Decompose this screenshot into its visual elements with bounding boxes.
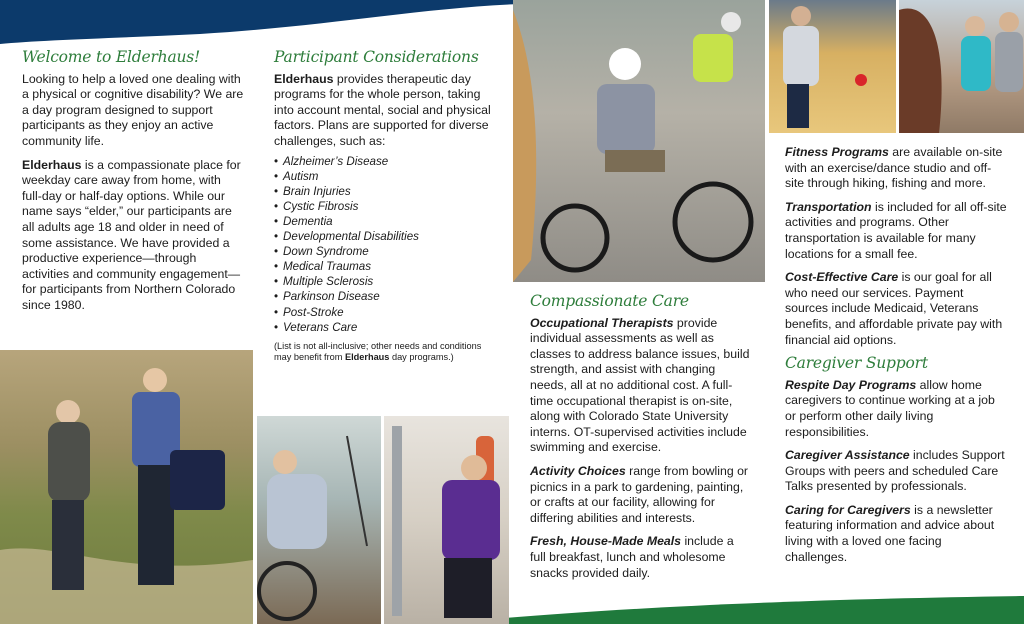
ot-text: provide individual assessments as well as classes to address balance issues, build strength, and assist with changing needs, all at no additional cost. A full-time occupational therapist is on-site, along with Colorado State University interns. OT-supervised activities include swimming and exercise. [530, 315, 750, 455]
caring-text: is a newsletter featuring information and advice about living with a loved one facing challenges. [785, 502, 995, 564]
top-navy-band [0, 0, 520, 44]
bottom-green-band [440, 596, 1024, 624]
horse-illustration [899, 0, 1024, 133]
ot-paragraph [530, 316, 752, 456]
transportation-paragraph [785, 200, 1007, 262]
transportation-text: is included for all off-site activities and programs. Other transportation is available for many locations for a small fee. [785, 199, 1007, 261]
compassionate-heading: Compassionate Care [530, 292, 689, 310]
list-item: • Parkinson Disease [274, 289, 494, 304]
list-item: • Down Syndrome [274, 244, 494, 259]
considerations-intro-text: provides therapeutic day programs for the whole person, taking into account mental, social and physical factors. Plans are supported for diverse challenges, such as: [274, 71, 491, 148]
exercise-illustration [384, 416, 509, 624]
caregiver-heading: Caregiver Support [785, 354, 928, 373]
list-item: • Autism [274, 169, 494, 184]
considerations-intro [274, 72, 494, 150]
considerations-heading: Participant Considerations [274, 48, 479, 66]
respite-text: allow home caregivers to continue working at a job or perform other daily living responsibilities. [785, 377, 995, 439]
photo-exercise-machine [384, 416, 509, 624]
list-item: • Post-Stroke [274, 305, 494, 320]
respite-title: Respite Day Programs [785, 377, 917, 392]
footnote-a: (List is not all-inclusive; other needs and conditions may benefit from [274, 340, 482, 363]
assistance-text: includes Support Groups with peers and scheduled Care Talks presented by professionals. [785, 448, 1005, 494]
photo-adaptive-bike [513, 0, 765, 282]
compassionate-section [530, 294, 752, 589]
list-item: • Developmental Disabilities [274, 229, 494, 244]
list-item: • Dementia [274, 214, 494, 229]
list-item: • Medical Traumas [274, 259, 494, 274]
activities-paragraph [530, 464, 752, 526]
ot-title: Occupational Therapists [530, 315, 674, 330]
cost-title: Cost-Effective Care [785, 270, 899, 285]
list-item: • Veterans Care [274, 320, 494, 335]
fishing-illustration [257, 416, 381, 624]
photo-hiking-couple [0, 350, 253, 624]
photo-fishing [257, 416, 381, 624]
brand-name: Elderhaus [344, 352, 390, 363]
welcome-intro: Looking to help a loved one dealing with a physical or cognitive disability? We are a day program designed to support participants as they enjoy an active community life. [22, 71, 244, 148]
considerations-section [274, 50, 494, 364]
hiking-couple-illustration [0, 350, 253, 624]
conditions-list [274, 154, 494, 335]
caring-paragraph [785, 503, 1007, 565]
services-section [785, 145, 1007, 573]
caring-title: Caring for Caregivers [785, 502, 911, 517]
list-item: • Cystic Fibrosis [274, 199, 494, 214]
brand-name: Elderhaus [274, 71, 334, 86]
fitness-text: are available on-site with an exercise/dance studio and off-site through hiking, fishing and more. [785, 145, 1003, 191]
respite-paragraph [785, 378, 1007, 440]
list-item: • Brain Injuries [274, 184, 494, 199]
fitness-title: Fitness Programs [785, 145, 889, 159]
adaptive-bike-illustration [513, 0, 765, 282]
assistance-title: Caregiver Assistance [785, 448, 910, 463]
welcome-heading: Welcome to Elderhaus! [22, 48, 201, 66]
brand-name: Elderhaus [22, 157, 82, 172]
photo-horse [899, 0, 1024, 133]
welcome-section [22, 50, 244, 322]
bowling-illustration [769, 0, 896, 133]
footnote-b: day programs.) [389, 352, 454, 363]
transportation-title: Transportation [785, 199, 872, 214]
meals-text: include a full breakfast, lunch and wholesome snacks provided daily. [530, 534, 734, 580]
activities-text: range from bowling or picnics in a park to gardening, painting, or crafts at our facility, allowing for differing abilities and interests. [530, 463, 749, 525]
list-footnote [274, 341, 494, 364]
meals-paragraph [530, 534, 752, 581]
assistance-paragraph [785, 448, 1007, 495]
cost-text: is our goal for all who need our services. Payment sources include Medicaid, Veterans benefits, and affordable private pay with financial aid options. [785, 270, 1003, 347]
list-item: • Alzheimer’s Disease [274, 154, 494, 169]
welcome-about [22, 158, 244, 314]
fitness-paragraph [785, 145, 1007, 192]
cost-paragraph [785, 270, 1007, 348]
activities-title: Activity Choices [530, 463, 626, 478]
welcome-about-text: is a compassionate place for weekday care away from home, with full-day or half-day options. While our name says “elder,” our participants are all adults age 18 and older in need of some assistance. We have provided a productive experience—through activities and community engagement—for participants from Northern Colorado since 1980. [22, 157, 241, 312]
photo-bowling [769, 0, 896, 133]
list-item: • Multiple Sclerosis [274, 274, 494, 289]
meals-title: Fresh, House-Made Meals [530, 534, 682, 549]
